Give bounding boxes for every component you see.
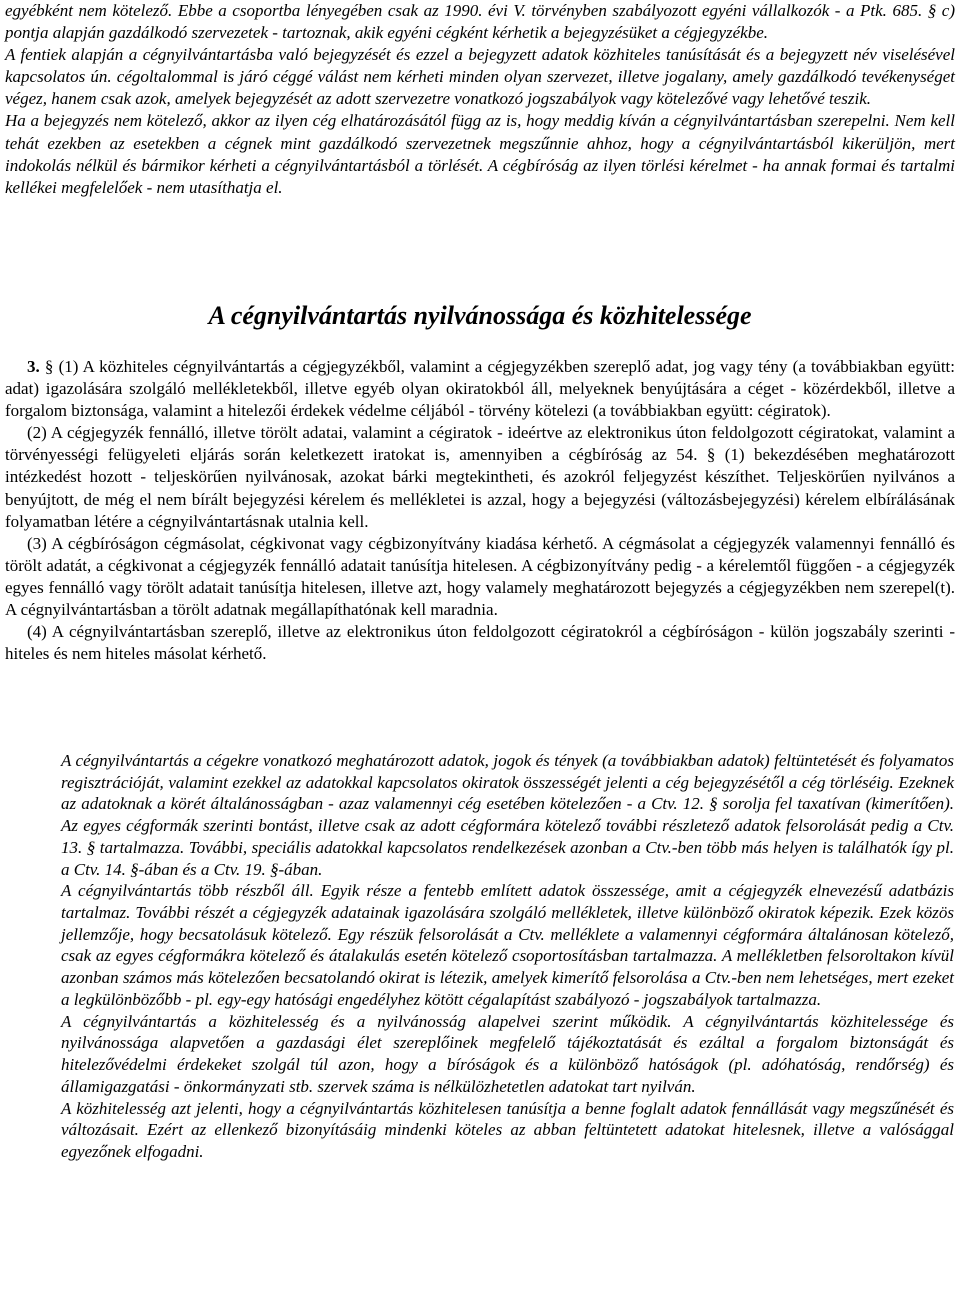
law-paragraph-3-2: (2) A cégjegyzék fennálló, illetve törölt adatai, valamint a cégiratok - ideértve az elektronikus úton feldolgozott cégiratokat, valamint a törvényességi felügyeleti eljárás során keletkezett iratokat is, amennyiben a cégbíróság az 54. § (1) bekezdésében meghatározott intézkedést hozott - teljeskörűen nyilvánosak, azokat bárki megtekintheti, és azokról feljegyzést készíthet. Teljeskörűen nyilvános a benyújtott, de még el nem bírált bejegyzési kérelem és mellékletei is azzal, hogy a bejegyzési (változásbejegyzési) kérelem elbírálásának folyamatban létére a cégnyilvántartásnak utalnia kell.: [5, 423, 955, 531]
commentary-paragraph-4: A közhitelesség azt jelenti, hogy a cégnyilvántartás közhitelesen tanúsítja a benne foglalt adatok fennállását vagy megszűnését és változásait. Ezért az ellenkező bizonyításáig mindenki köteles az abban feltüntetett adatokat hitelesnek, illetve a valósággal egyezőnek elfogadni.: [61, 1098, 954, 1161]
law-text-section: [5, 356, 955, 665]
intro-paragraph-3: Ha a bejegyzés nem kötelező, akkor az ilyen cég elhatározásától függ az is, hogy meddig kíván a cégnyilvántartásban szerepelni. Nem kell tehát ezekben az esetekben a cégnek mint gazdálkodó szervezetnek megszűnnie ahhoz, hogy a cégnyilvántartásból kikerüljön, mert indokolás nélkül és bármikor kérheti a cégnyilvántartásból a törlését. A cégbíróság az ilyen törlési kérelmet - ha annak formai és tartalmi kellékei megfelelőek - nem utasíthatja el.: [5, 111, 955, 197]
section-number: 3.: [27, 357, 40, 376]
section-heading: A cégnyilvántartás nyilvánossága és közhitelessége: [208, 301, 752, 330]
intro-paragraph-1: egyébként nem kötelező. Ebbe a csoportba lényegében csak az 1990. évi V. törvényben szabályozott egyéni vállalkozók - a Ptk. 685. § c) pontja alapján gazdálkodó szervezetek - tartoznak, akik egyéni cégként kérhetik a bejegyzésüket a cégjegyzékbe.: [5, 1, 955, 43]
law-paragraph-3-3: (3) A cégbíróságon cégmásolat, cégkivonat vagy cégbizonyítvány kiadása kérhető. A cégmásolat a cégjegyzék valamennyi fennálló és törölt adatát, a cégkivonat a cégjegyzék fennálló adatait tanúsítja hitelesen. A cégbizonyítvány pedig - a kérelemtől függően - a cégjegyzék egyes fennálló vagy törölt adatait tanúsítja hitelesen, illetve azt, hogy valamely meghatározott bejegyzés a cégjegyzékben nem szerepel(t). A cégnyilvántartásban a törölt adatnak megállapíthatónak kell maradnia.: [5, 533, 955, 620]
commentary-paragraph-3: A cégnyilvántartás a közhitelesség és a nyilvánosság alapelvei szerint működik. A cégnyilvántartás közhitelessége és nyilvánossága alapvetően a gazdasági élet szereplőinek megfelelő tájékoztatását és ezáltal a forgalom biztonságát és hitelezővédelmi érdekeket szolgál túl azon, hogy a bíróságok és a különböző hatóságok (pl. adóhatóság, rendőrség) és államigazgatási - önkormányzati stb. szervek száma is nélkülözhetetlen adatokat tart nyilván.: [61, 1011, 954, 1096]
commentary-paragraph-1: A cégnyilvántartás a cégekre vonatkozó meghatározott adatok, jogok és tények (a továbbiakban adatok) feltüntetését és folyamatos regisztrációját, valamint ezekkel az adatokkal kapcsolatos okiratok összességét jelenti a cég bejegyzésétől a cég törléséig. Ezeknek az adatoknak a körét általánosságban - azaz valamennyi cég esetében kötelezően - a Ctv. 12. § sorolja fel taxatívan (kimerítően). Az egyes cégformák szerinti bontást, illetve csak az adott cégformára kötelező további részletező adatok felsorolását pedig a Ctv. 13. § tartalmazza. További, speciális adatokkal kapcsolatos rendelkezések azonban a Ctv.-ben több más helyen is találhatók így pl. a Ctv. 14. §-ában és a Ctv. 19. §-ában.: [61, 751, 954, 879]
commentary-paragraph-2: A cégnyilvántartás több részből áll. Egyik része a fentebb említett adatok összessége, amit a cégjegyzék elnevezésű adatbázis tartalmaz. További részét a cégjegyzék adatainak igazolására szolgáló mellékletek, illetve különböző okiratok képezik. Ezek közös jellemzője, hogy becsatolásuk kötelező. Egy részük felsorolását a Ctv. melléklete a valamennyi cégformára általánosan kötelező, csak az egyes cégformákra kötelező és átalakulás esetén kötelező csoportosításban tartalmazza. A mellékletben felsoroltakon kívül azonban számos más kötelezően becsatolandó okirat is létezik, amelyek kimerítő felsorolása a Ctv.-ben nem lehetséges, mert ezeket a legkülönbözőbb - pl. egy-egy hatósági engedélyhez kötött cégalapítást szabályozó - jogszabályok tartalmazza.: [61, 881, 954, 1009]
law-paragraph-3-1-text: § (1) A közhiteles cégnyilvántartás a cégjegyzékből, valamint a cégjegyzékben szereplő adat, jog vagy tény (a továbbiakban együtt: adat) igazolására szolgáló mellékletekből, illetve egyéb olyan okiratokból áll, melyeknek benyújtására a céget - közérdekből, illetve a forgalom biztonsága, valamint a hitelezői érdekek védelme céljából - törvény kötelezi (a továbbiakban együtt: cégiratok).: [5, 357, 956, 421]
intro-paragraph-2: A fentiek alapján a cégnyilvántartásba való bejegyzését és ezzel a bejegyzett adatok közhiteles tanúsítását és a bejegyzett név viselésével kapcsolatos ún. cégoltalommal is járó céggé válást nem kérheti minden olyan szervezet, illetve jogalany, amely gazdálkodó tevékenységet végez, hanem csak azok, amelyek bejegyzését az adott szervezetre vonatkozó jogszabályok vagy kötelezővé vagy lehetővé teszik.: [5, 45, 955, 109]
intro-section: [5, 0, 955, 199]
law-paragraph-3-4: (4) A cégnyilvántartásban szereplő, illetve az elektronikus úton feldolgozott cégiratokról a cégbíróságon - külön jogszabály szerinti - hiteles és nem hiteles másolat kérhető.: [5, 622, 955, 664]
commentary-section: [61, 750, 954, 1163]
law-paragraph-3-1: [5, 356, 955, 422]
